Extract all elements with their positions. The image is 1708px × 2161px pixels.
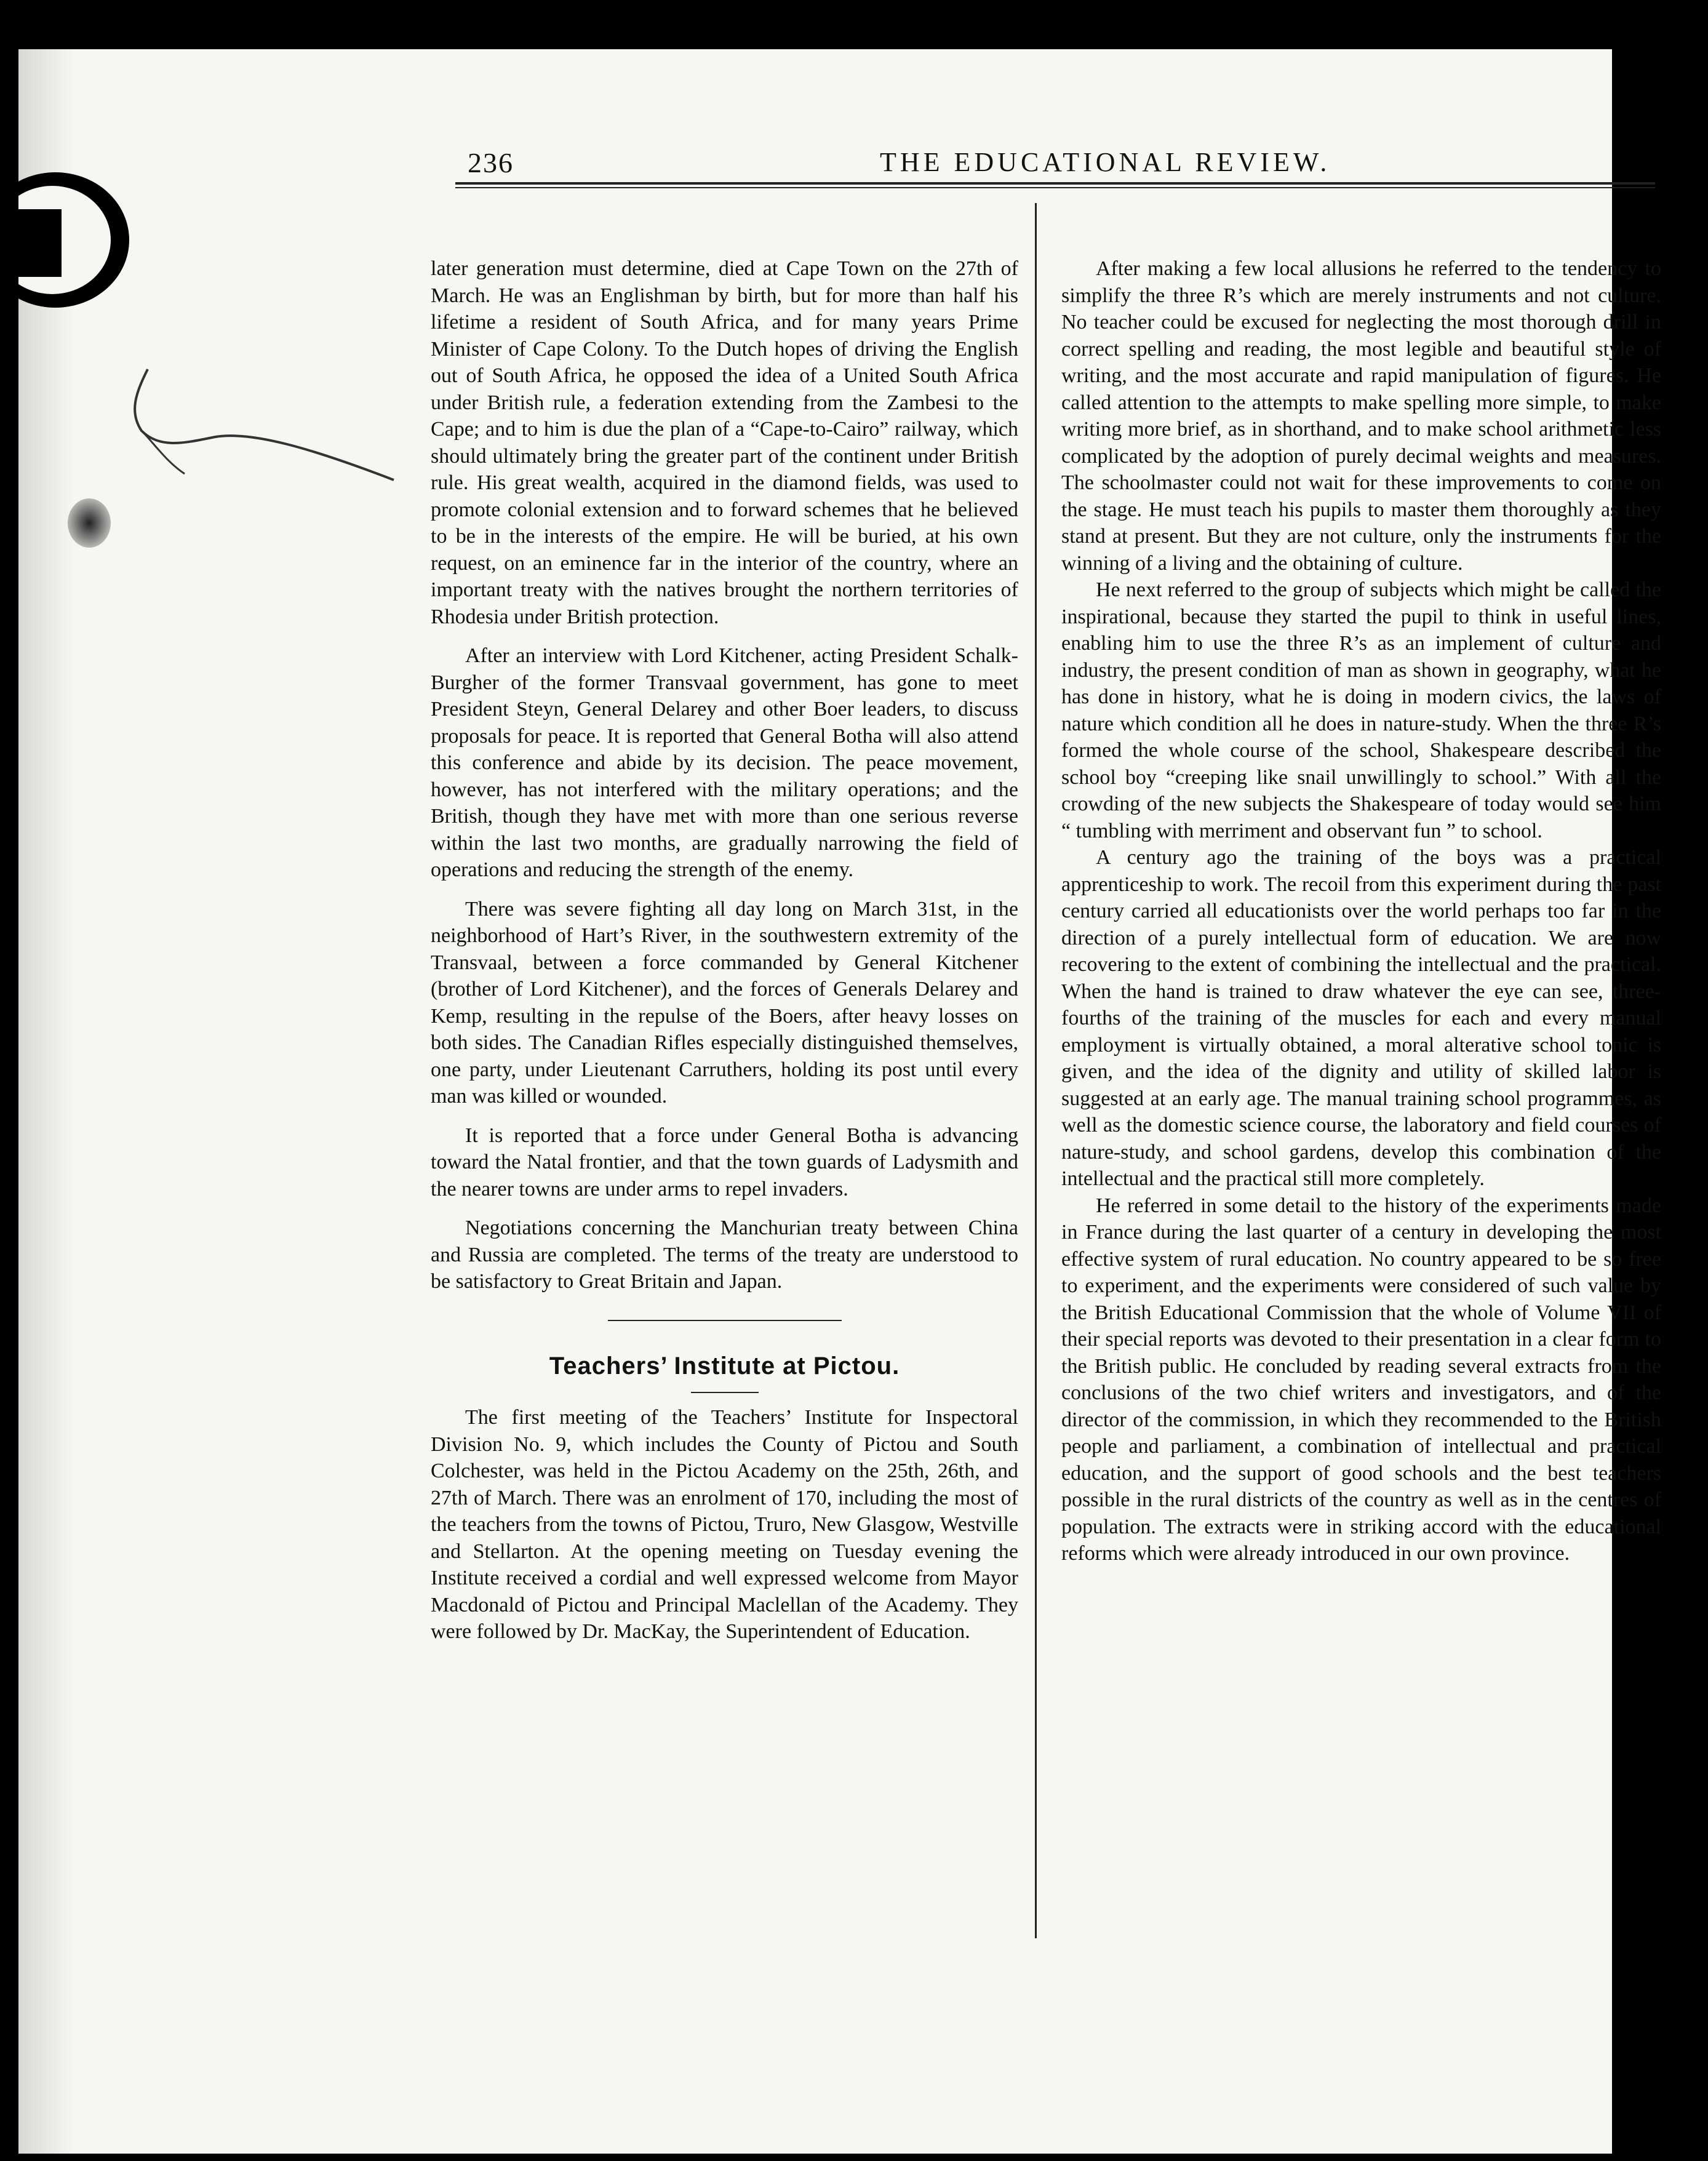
paragraph: After making a few local allusions he referred to the tendency to simplify the three R’s which are merely instruments and not culture. No teacher could be excused for neglecting the most thorough drill in correct spelling and reading, the most legible and beautiful style of writing, and the most accurate and rapid manipulation of figures. He called attention to the attempts to make spelling more simple, to make writing more brief, as in shorthand, and to make school arithmetic less complicated by the adoption of purely decimal weights and measures. The schoolmaster could not wait for these improvements to come on the stage. He must teach his pupils to master them thoroughly as they stand at present. But they are not culture, only the instruments for the winning of a living and the obtaining of culture. bbox=[1061, 257, 1661, 575]
column-divider bbox=[1035, 203, 1037, 1938]
paragraph: A century ago the training of the boys was a practical apprenticeship to work. The recoil from this experiment during the past century carried all educationists over the world perhaps too far in the direction of a purely intellectual form of education. We are now recovering to the extent of combining the intellectual and the practical. When the hand is trained to draw whatever the eye can see, three-fourths of the training of the muscles for each and every manual employment is virtually obtained, a moral alterative school tonic is given, and the idea of the dignity and utility of skilled labor is suggested at an early age. The manual training school programmes, as well as the domestic science course, the laboratory and field courses of nature-study, and school gardens, develop this combination of the intellectual and the practical still more completely. bbox=[1061, 846, 1661, 1190]
paragraph: He referred in some detail to the history of the experiments made in France during the last quarter of a century in developing the most effective system of rural education. No country appeared to be so free to experiment, and the experiments were considered of such value by the British Educational Commission that the whole of Volume VII of their special reports was devoted to their presentation in a clear form to the British public. He concluded by reading several extracts from the conclusions of the two chief writers and investigators, and of the director of the commission, in which they recommended to the British people and parliament, a combination of intellectual and practical education, and the support of good schools and the best teachers possible in the rural districts of the country as well as in the centres of population. The extracts were in striking accord with the educational reforms which were already introduced in our own province. bbox=[1061, 1194, 1661, 1565]
right-column bbox=[1061, 255, 1661, 1567]
left-column bbox=[431, 255, 1018, 1658]
header-rule-thin bbox=[455, 187, 1655, 188]
paragraph: Negotiations concerning the Manchurian treaty between China and Russia are completed. The terms of the treaty are understood to be satisfactory to Great Britain and Japan. bbox=[431, 1216, 1018, 1293]
ink-smudge bbox=[68, 498, 111, 548]
page-number: 236 bbox=[468, 147, 514, 178]
paragraph: There was severe fighting all day long on March 31st, in the neighborhood of Hart’s River, in the southwestern extremity of the Transvaal, between a force commanded by General Kitchener (brother of Lord Kitchener), and the forces of Generals Delarey and Kemp, resulting in the repulse of the Boers, after heavy losses on both sides. The Canadian Rifles especially distinguished themselves, one party, under Lieutenant Carruthers, holding its post until every man was killed or wounded. bbox=[431, 897, 1018, 1108]
heading-rule bbox=[691, 1392, 759, 1393]
paragraph: It is reported that a force under General Botha is advancing toward the Natal frontier, and that the town guards of Ladysmith and the nearer towns are under arms to repel invaders. bbox=[431, 1124, 1018, 1200]
paragraph: He next referred to the group of subjects which might be called the inspirational, because they started the pupil to think in useful lines, enabling him to use the three R’s as an implement of culture and industry, the present condition of man as shown in geography, what he has done in history, what he is doing in modern civics, the laws of nature which condition all he does in nature-study. When the three R’s formed the whole course of the school, Shakespeare described the school boy “creeping like snail unwillingly to school.” With all the crowding of the new subjects the Shakespeare of today would see him “ tumbling with merriment and observant fun ” to school. bbox=[1061, 578, 1661, 842]
section-heading: Teachers’ Institute at Pictou. bbox=[549, 1352, 900, 1380]
page-header bbox=[455, 142, 1680, 178]
paragraph: The first meeting of the Teachers’ Institute for Inspectoral Division No. 9, which includes the County of Pictou and South Colchester, was held in the Pictou Academy on the 25th, 26th, and 27th of March. There was an enrolment of 170, including the most of the teachers from the towns of Pictou, Truro, New Glasgow, Westville and Stellarton. At the opening meeting on Tuesday evening the Institute received a cordial and well expressed welcome from Mayor Macdonald of Pictou and Principal Maclellan of the Academy. They were followed by Dr. MacKay, the Superintendent of Education. bbox=[431, 1406, 1018, 1643]
paragraph: later generation must determine, died at Cape Town on the 27th of March. He was an Englishman by birth, but for more than half his lifetime a resident of South Africa, and for many years Prime Minister of Cape Colony. To the Dutch hopes of driving the English out of South Africa, he opposed the idea of a United South Africa under British rule, a federation extending from the Zambesi to the Cape; and to him is due the plan of a “Cape-to-Cairo” railway, which should ultimately bring the greater part of the continent under British rule. His great wealth, acquired in the diamond fields, was used to promote colonial extension and to forward schemes that he believed to be in the interests of the empire. He will be buried, at his own request, on an eminence far in the interior of the country, where an important treaty with the natives brought the northern territories of Rhodesia under British protection. bbox=[431, 257, 1018, 628]
header-rule bbox=[455, 182, 1655, 185]
journal-title: THE EDUCATIONAL REVIEW. bbox=[880, 147, 1331, 177]
binding-shadow bbox=[18, 49, 74, 2154]
binder-clip-bar bbox=[18, 209, 62, 277]
fibre-artifact bbox=[111, 357, 406, 517]
section-separator bbox=[608, 1320, 842, 1321]
paragraph: After an interview with Lord Kitchener, acting President Schalk-Burgher of the former Transvaal government, has gone to meet President Steyn, General Delarey and other Boer leaders, to discuss proposals for peace. It is reported that General Botha will also attend this conference and abide by its decision. The peace movement, however, has not interfered with the military operations; and the British, though they have met with more than one serious reverse within the last two months, are gradually narrowing the field of operations and reducing the strength of the enemy. bbox=[431, 644, 1018, 881]
